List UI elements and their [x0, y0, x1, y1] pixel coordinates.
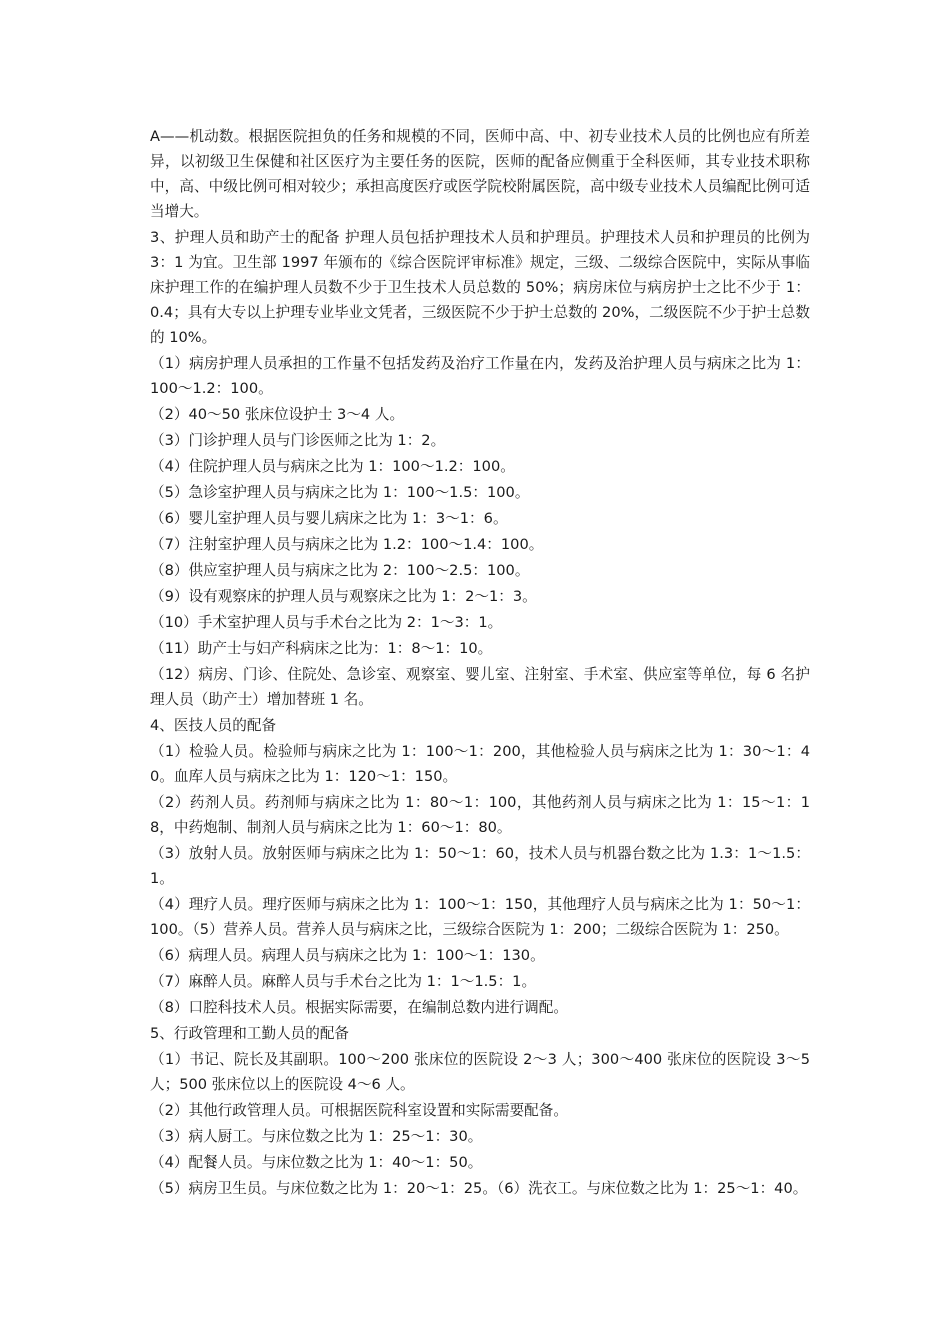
- list-item: （1）病房护理人员承担的工作量不包括发药及治疗工作量在内，发药及治护理人员与病床之比为 1：100～1.2：100。: [150, 355, 810, 397]
- list-item: （3）病人厨工。与床位数之比为 1：25～1：30。: [150, 1128, 483, 1145]
- list-item: （12）病房、门诊、住院处、急诊室、观察室、婴儿室、注射室、手术室、供应室等单位，每 6 名护理人员（助产士）增加替班 1 名。: [150, 666, 810, 708]
- list-item: （7）注射室护理人员与病床之比为 1.2：100～1.4：100。: [150, 536, 544, 553]
- document-page: [150, 124, 810, 1202]
- list-item: （11）助产士与妇产科病床之比为：1：8～1：10。: [150, 640, 493, 657]
- list-item: （7）麻醉人员。麻醉人员与手术台之比为 1：1～1.5：1。: [150, 973, 537, 990]
- list-item: （3）放射人员。放射医师与病床之比为 1：50～1：60，技术人员与机器台数之比为 1.3：1～1.5：1。: [150, 845, 810, 887]
- section-heading-nursing-staff: 3、护理人员和助产士的配备 护理人员包括护理技术人员和护理员。护理技术人员和护理员的比例为 3：1 为宜。卫生部 1997 年颁布的《综合医院评审标准》规定，三级、二级综合医院中，实际从事临床护理工作的在编护理人员数不少于卫生技术人员总数的 50%；病房床位与病房护士之比不少于 1：0.4；具有大专以上护理专业毕业文凭者，三级医院不少于护士总数的 20%，二级医院不少于护士总数的 10%。: [150, 229, 810, 346]
- list-item: （4）配餐人员。与床位数之比为 1：40～1：50。: [150, 1154, 483, 1171]
- list-item: （10）手术室护理人员与手术台之比为 2：1～3：1。: [150, 614, 503, 631]
- list-item: （4）住院护理人员与病床之比为 1：100～1.2：100。: [150, 458, 515, 475]
- list-item: （5）病房卫生员。与床位数之比为 1：20～1：25。（6）洗衣工。与床位数之比为 1：25～1：40。: [150, 1180, 808, 1197]
- section-heading-admin-staff: 5、行政管理和工勤人员的配备: [150, 1025, 350, 1042]
- list-item: （4）理疗人员。理疗医师与病床之比为 1：100～1：150，其他理疗人员与病床之比为 1：50～1：100。（5）营养人员。营养人员与病床之比，三级综合医院为 1：200；二级综合医院为 1：250。: [150, 896, 810, 938]
- paragraph-backup-staff-note: A——机动数。根据医院担负的任务和规模的不同，医师中高、中、初专业技术人员的比例也应有所差异，以初级卫生保健和社区医疗为主要任务的医院，医师的配备应侧重于全科医师，其专业技术职称中，高、中级比例可相对较少；承担高度医疗或医学院校附属医院，高中级专业技术人员编配比例可适当增大。: [150, 128, 810, 220]
- list-item: （1）检验人员。检验师与病床之比为 1：100～1：200，其他检验人员与病床之比为 1：30～1：40。血库人员与病床之比为 1：120～1：150。: [150, 743, 810, 785]
- list-item: （3）门诊护理人员与门诊医师之比为 1：2。: [150, 432, 446, 449]
- section-heading-medical-technicians: 4、医技人员的配备: [150, 717, 277, 734]
- list-item: （1）书记、院长及其副职。100～200 张床位的医院设 2～3 人；300～400 张床位的医院设 3～5 人；500 张床位以上的医院设 4～6 人。: [150, 1051, 810, 1093]
- list-item: （2）其他行政管理人员。可根据医院科室设置和实际需要配备。: [150, 1102, 568, 1119]
- list-item: （9）设有观察床的护理人员与观察床之比为 1：2～1：3。: [150, 588, 537, 605]
- list-item: （6）婴儿室护理人员与婴儿病床之比为 1：3～1：6。: [150, 510, 508, 527]
- list-item: （2）40～50 张床位设护士 3～4 人。: [150, 406, 405, 423]
- list-item: （6）病理人员。病理人员与病床之比为 1：100～1：130。: [150, 947, 545, 964]
- list-item: （5）急诊室护理人员与病床之比为 1：100～1.5：100。: [150, 484, 530, 501]
- list-item: （2）药剂人员。药剂师与病床之比为 1：80～1：100，其他药剂人员与病床之比为 1：15～1：18，中药炮制、制剂人员与病床之比为 1：60～1：80。: [150, 794, 810, 836]
- list-item: （8）口腔科技术人员。根据实际需要，在编制总数内进行调配。: [150, 999, 568, 1016]
- list-item: （8）供应室护理人员与病床之比为 2：100～2.5：100。: [150, 562, 530, 579]
